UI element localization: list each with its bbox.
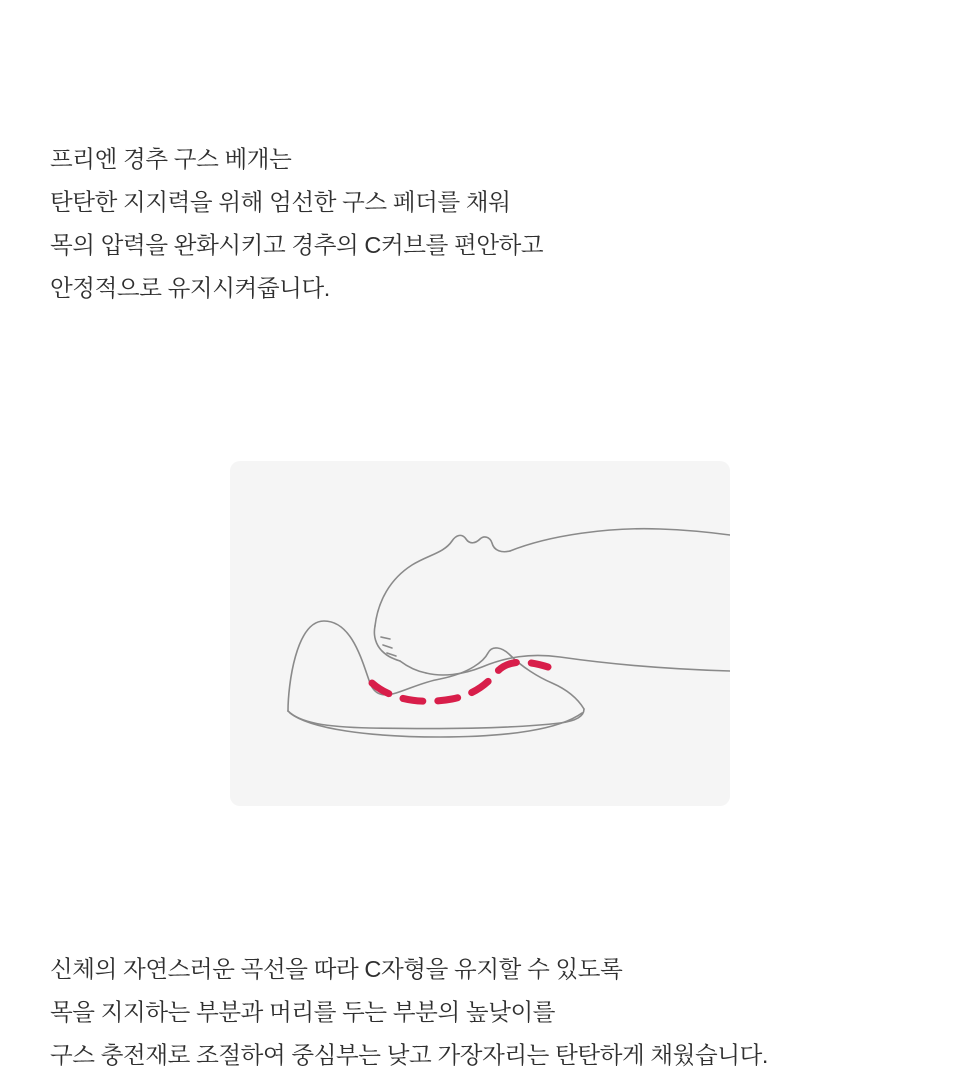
cervical-curve-highlight (372, 662, 548, 701)
bottom-description-block (50, 948, 930, 1077)
pillow-posture-illustration (230, 461, 730, 806)
bottom-description-line-3: 구스 충전재로 조절하여 중심부는 낮고 가장자리는 탄탄하게 채웠습니다. (50, 1042, 769, 1068)
top-description-block (50, 138, 870, 310)
bottom-description-line-2: 목을 지지하는 부분과 머리를 두는 부분의 높낮이를 (50, 999, 556, 1025)
top-description-line-4: 안정적으로 유지시켜줍니다. (50, 275, 330, 301)
top-description-line-3: 목의 압력을 완화시키고 경추의 C커브를 편안하고 (50, 232, 544, 258)
pillow-illustration-panel (230, 461, 730, 806)
pillow-outline (288, 621, 584, 737)
top-description-line-2: 탄탄한 지지력을 위해 엄선한 구스 페더를 채워 (50, 189, 511, 215)
person-outline (374, 529, 730, 675)
bottom-description-line-1: 신체의 자연스러운 곡선을 따라 C자형을 유지할 수 있도록 (50, 956, 623, 982)
top-description-line-1: 프리엔 경추 구스 베개는 (50, 146, 292, 172)
